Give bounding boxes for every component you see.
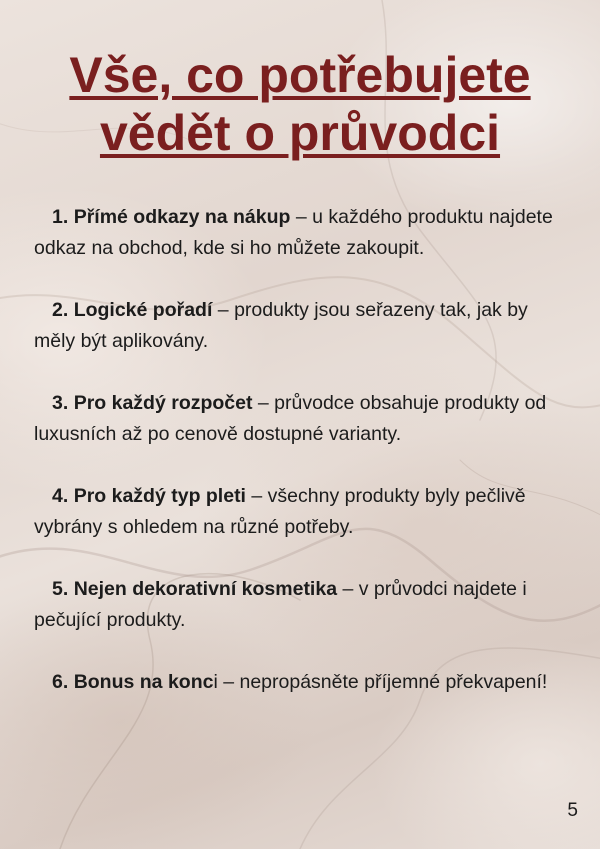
item-description: i – nepropásněte příjemné překvapení! xyxy=(213,671,548,693)
list-item xyxy=(34,295,574,357)
list-item xyxy=(34,667,574,698)
page-number: 5 xyxy=(567,800,578,821)
list-item xyxy=(34,574,574,636)
item-description: – všechny produkty byly pečlivě vybrány s ohledem na různé potřeby. xyxy=(34,485,526,538)
item-description: – v průvodci najdete i pečující produkty. xyxy=(34,578,527,631)
title-line-2: vědět o průvodci xyxy=(99,105,501,161)
item-heading: 1. Přímé odkazy na nákup xyxy=(52,206,291,228)
item-description: – u každého produktu najdete odkaz na obchod, kde si ho můžete zakoupit. xyxy=(34,206,553,259)
page-title xyxy=(0,46,600,162)
list-item xyxy=(34,202,574,264)
item-description: – průvodce obsahuje produkty od luxusních až po cenově dostupné varianty. xyxy=(34,392,547,445)
item-heading: 3. Pro každý rozpočet xyxy=(52,392,253,414)
list-item xyxy=(34,388,574,450)
item-description: – produkty jsou seřazeny tak, jak by měly být aplikovány. xyxy=(34,299,528,352)
item-heading: 4. Pro každý typ pleti xyxy=(52,485,246,507)
list-item xyxy=(34,481,574,543)
item-heading: 6. Bonus na konc xyxy=(52,671,214,693)
feature-list xyxy=(34,202,574,729)
item-heading: 5. Nejen dekorativní kosmetika xyxy=(52,578,338,600)
item-heading: 2. Logické pořadí xyxy=(52,299,213,321)
title-line-1: Vše, co potřebujete xyxy=(69,47,531,103)
